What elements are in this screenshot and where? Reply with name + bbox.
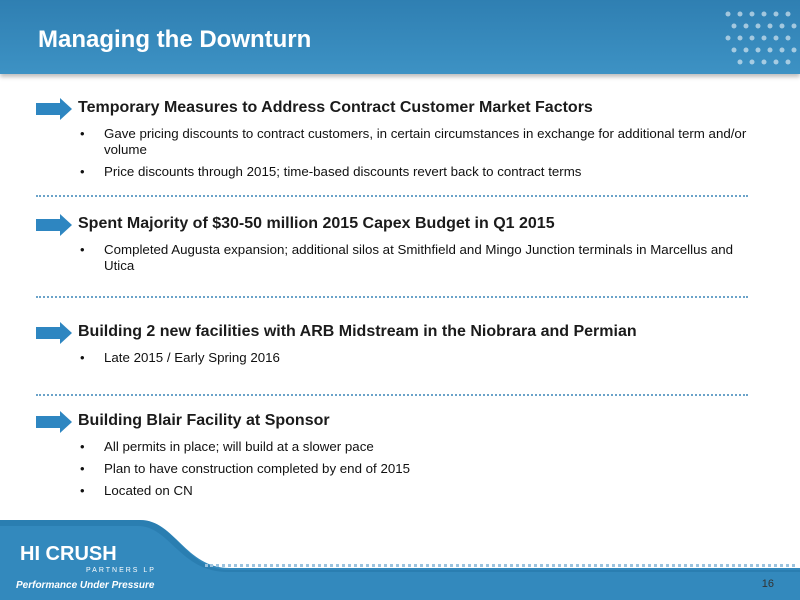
section-title: Temporary Measures to Address Contract Customer Market Factors [78,99,593,116]
arrow-right-icon [36,322,72,344]
section-divider [36,195,748,197]
arrow-right-icon [36,98,72,120]
section-capex-budget [36,212,748,274]
bullet-item: • Gave pricing discounts to contract customers, in certain circumstances in exchange for additional term and/or volume [36,126,748,158]
section-blair-facility [36,409,748,499]
bullet-item: • Plan to have construction completed by end of 2015 [36,461,748,477]
section-title: Building 2 new facilities with ARB Midstream in the Niobrara and Permian [78,323,637,340]
bullet-item: • Located on CN [36,483,748,499]
bullet-item: • Late 2015 / Early Spring 2016 [36,350,748,366]
logo-tagline: Performance Under Pressure [16,580,155,591]
bullet-item: • All permits in place; will build at a slower pace [36,439,748,455]
decorative-dot-pattern [718,6,798,72]
slide-header [0,0,800,74]
logo-sub-text: PARTNERS LP [86,567,156,574]
section-divider [36,394,748,396]
arrow-right-icon [36,214,72,236]
footer-dotted-line [205,564,795,567]
section-title: Building Blair Facility at Sponsor [78,412,330,429]
page-number: 16 [761,578,774,590]
section-divider [36,296,748,298]
hi-crush-logo [14,538,184,592]
logo-main-text: HI CRUSH [20,543,117,565]
arrow-right-icon [36,411,72,433]
bullet-item: • Completed Augusta expansion; additional silos at Smithfield and Mingo Junction terminals in Marcellus and Utica [36,242,748,274]
section-title: Spent Majority of $30-50 million 2015 Capex Budget in Q1 2015 [78,215,555,232]
section-temporary-measures [36,96,748,180]
bullet-item: • Price discounts through 2015; time-based discounts revert back to contract terms [36,164,748,180]
section-arb-midstream [36,320,748,366]
slide-title: Managing the Downturn [38,26,312,53]
